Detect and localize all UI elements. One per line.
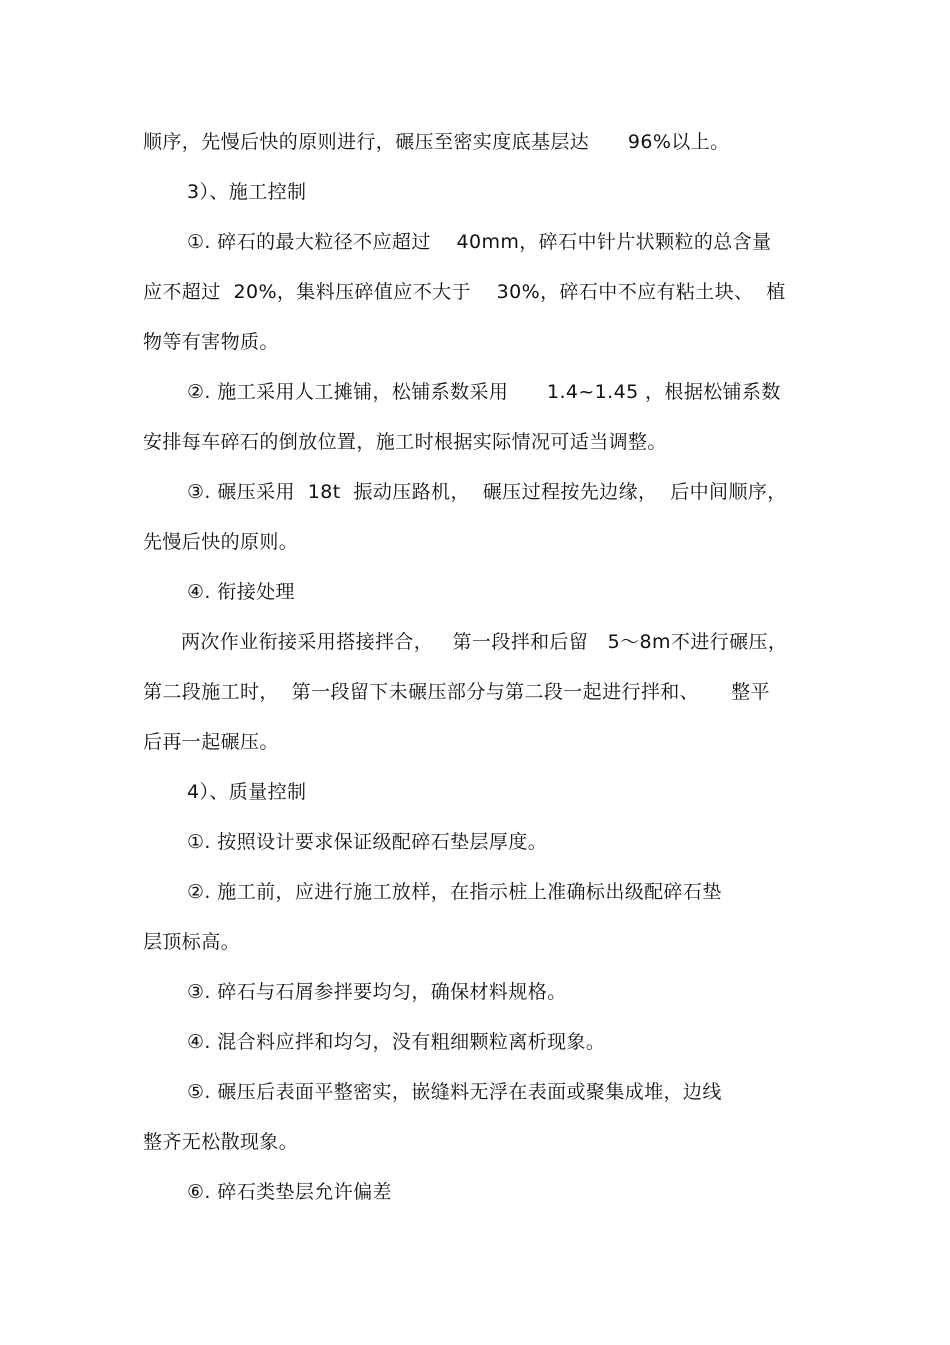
section-heading-construction-control: 3）、施工控制 — [187, 181, 307, 203]
text-line-13: 后再一起碾压。 — [143, 731, 279, 753]
text-line-18: ③. 碎石与石屑参拌要均匀，确保材料规格。 — [187, 981, 567, 1003]
text-line-11: 两次作业衔接采用搭接拌合， 第一段拌和后留 5～8m不进行碾压， — [181, 631, 788, 653]
text-line-9: 先慢后快的原则。 — [143, 531, 299, 553]
text-line-5: 物等有害物质。 — [143, 331, 279, 353]
text-line-20: ⑤. 碾压后表面平整密实，嵌缝料无浮在表面或聚集成堆，边线 — [187, 1081, 722, 1103]
text-line-10: ④. 衔接处理 — [187, 581, 295, 603]
text-line-6: ②. 施工采用人工摊铺，松铺系数采用 1.4~1.45 ，根据松铺系数 — [187, 381, 781, 403]
text-line-7: 安排每车碎石的倒放位置，施工时根据实际情况可适当调整。 — [143, 431, 667, 453]
text-line-4: 应不超过 20%，集料压碎值应不大于 30%，碎石中不应有粘土块、 植 — [143, 281, 786, 303]
text-line-8: ③. 碾压采用 18t 振动压路机， 碾压过程按先边缘， 后中间顺序， — [187, 481, 787, 503]
section-heading-quality-control: 4）、质量控制 — [187, 781, 307, 803]
text-line-21: 整齐无松散现象。 — [143, 1131, 299, 1153]
text-line-17: 层顶标高。 — [143, 931, 241, 953]
text-line-16: ②. 施工前，应进行施工放样，在指示桩上准确标出级配碎石垫 — [187, 881, 722, 903]
text-line-22: ⑥. 碎石类垫层允许偏差 — [187, 1181, 392, 1203]
text-line-19: ④. 混合料应拌和均匀，没有粗细颗粒离析现象。 — [187, 1031, 606, 1053]
text-line-12: 第二段施工时， 第一段留下未碾压部分与第二段一起进行拌和、 整平 — [143, 681, 771, 703]
text-line-3: ①. 碎石的最大粒径不应超过 40mm，碎石中针片状颗粒的总含量 — [187, 231, 772, 253]
text-line-15: ①. 按照设计要求保证级配碎石垫层厚度。 — [187, 831, 548, 853]
text-line-1: 顺序，先慢后快的原则进行，碾压至密实度底基层达 96%以上。 — [143, 131, 730, 153]
